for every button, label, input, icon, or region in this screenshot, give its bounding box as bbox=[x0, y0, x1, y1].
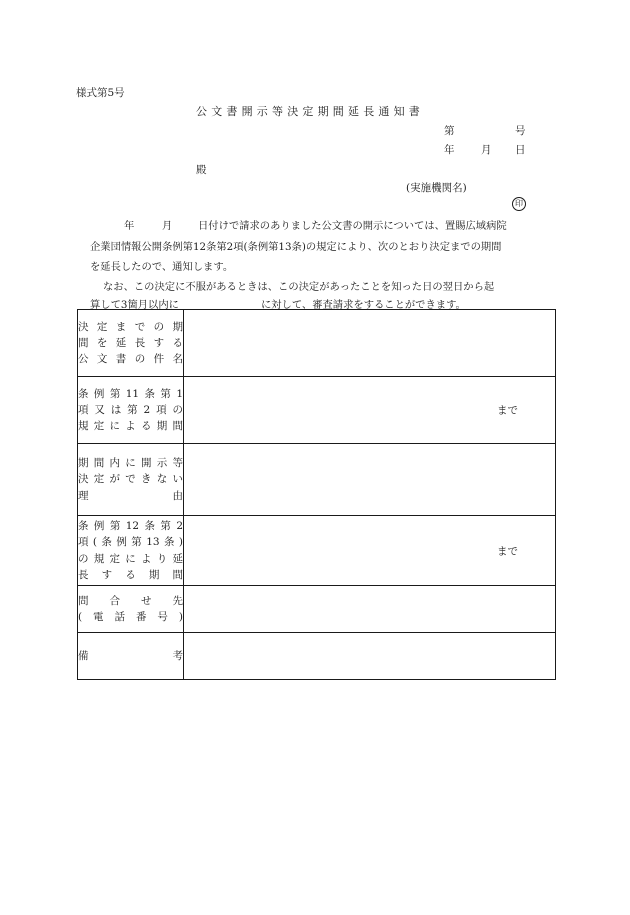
label-line: 決定ができない bbox=[78, 473, 183, 486]
label-line: 条例第11条第1 bbox=[78, 387, 183, 400]
body-line-1-text: 日付けで請求のありました公文書の開示については、置賜広域病院 bbox=[198, 220, 507, 232]
number-suffix: 号 bbox=[515, 125, 526, 137]
until-label: まで bbox=[497, 404, 518, 417]
label-line: 項(条例第13条) bbox=[78, 536, 183, 549]
table-row bbox=[78, 310, 556, 377]
table-row bbox=[78, 586, 556, 633]
contact-value-field[interactable] bbox=[184, 586, 556, 633]
body-line-2: 企業団情報公開条例第12条第2項(条例第13条)の規定により、次のとおり決定までの期間 bbox=[90, 241, 502, 253]
table-row bbox=[78, 633, 556, 680]
table-row bbox=[78, 516, 556, 586]
row-label-extension bbox=[78, 516, 184, 586]
label-line: 備 考 bbox=[78, 649, 183, 662]
row-label-subject bbox=[78, 310, 184, 377]
label-line: 間を延長する bbox=[78, 336, 183, 349]
period-value-field[interactable] bbox=[184, 377, 556, 444]
agency-name: (実施機関名) bbox=[406, 182, 467, 194]
label-line: 決定までの期 bbox=[78, 320, 183, 333]
extension-value-field[interactable] bbox=[184, 516, 556, 586]
body-line-3: を延長したので、通知します。 bbox=[90, 261, 234, 273]
label-line: 長する期間 bbox=[78, 568, 183, 581]
date-month-label: 月 bbox=[481, 144, 492, 156]
label-line: 項又は第2項の bbox=[78, 403, 183, 416]
body-line-1 bbox=[124, 217, 554, 231]
addressee-suffix: 殿 bbox=[196, 164, 207, 176]
body-line-5a: 算して3箇月以内に bbox=[90, 299, 179, 311]
body-line-4: なお、この決定に不服があるときは、この決定があったことを知った日の翌日から起 bbox=[103, 281, 495, 293]
label-line: (電話番号) bbox=[78, 611, 183, 623]
table-row bbox=[78, 377, 556, 444]
label-line: 条例第12条第2 bbox=[78, 519, 183, 532]
label-line: 規定による期間 bbox=[78, 420, 183, 433]
remarks-value-field[interactable] bbox=[184, 633, 556, 680]
form-number: 様式第5号 bbox=[76, 87, 125, 99]
document-title: 公文書開示等決定期間延長通知書 bbox=[196, 105, 424, 118]
date-year-label: 年 bbox=[444, 144, 455, 156]
row-label-remarks bbox=[78, 633, 184, 680]
label-line: の規定により延 bbox=[78, 552, 183, 565]
seal-stamp-mark: 印 bbox=[512, 197, 526, 211]
table-row bbox=[78, 444, 556, 516]
row-label-period bbox=[78, 377, 184, 444]
body-month-label: 月 bbox=[162, 220, 173, 232]
row-label-reason bbox=[78, 444, 184, 516]
subject-value-field[interactable] bbox=[184, 310, 556, 377]
notice-table bbox=[77, 309, 556, 680]
label-line: 期間内に開示等 bbox=[78, 457, 183, 470]
label-line: 問合せ先 bbox=[78, 594, 183, 607]
reason-value-field[interactable] bbox=[184, 444, 556, 516]
until-label: まで bbox=[497, 545, 518, 557]
body-line-5b: に対して、審査請求をすることができます。 bbox=[260, 299, 466, 311]
label-line: 理 由 bbox=[78, 489, 183, 502]
row-label-contact bbox=[78, 586, 184, 633]
date-day-label: 日 bbox=[515, 144, 526, 156]
label-line: 公文書の件名 bbox=[78, 353, 183, 366]
body-year-label: 年 bbox=[124, 220, 135, 232]
number-prefix: 第 bbox=[444, 125, 455, 137]
